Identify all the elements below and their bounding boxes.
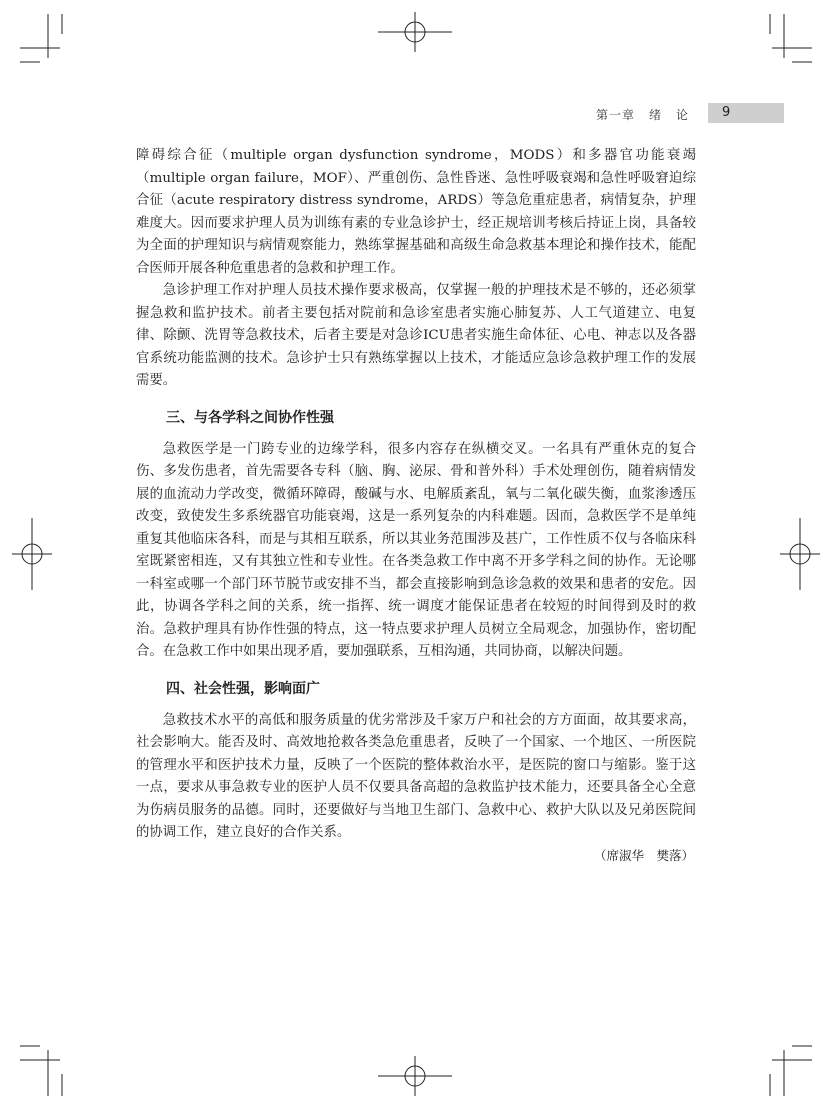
page-number: 9 [722, 105, 731, 120]
section-heading-4: 四、社会性强，影响面广 [166, 680, 320, 697]
section-heading-3: 三、与各学科之间协作性强 [166, 409, 334, 426]
author-credit: （席淑华 樊落） [593, 847, 694, 863]
chapter-label: 第一章 [596, 108, 636, 122]
paragraph-1: 障碍综合征（multiple organ dysfunction syndrome，MODS）和多器官功能衰竭（multiple organ failure，MOF）、严重创伤、急性昏迷、急性呼吸衰竭和急性呼吸窘迫综合征（acute respiratory distress syndrome，ARDS）等急危重症患者，病情复杂，护理难度大。因而要求护理人员为训练有素的专业急诊护士，经正规培训考核后持证上岗，具备较为全面的护理知识与病情观察能力，熟练掌握基础和高级生命急救基本理论和操作技术，能配合医师开展各种危重患者的急救和护理工作。 [136, 148, 696, 276]
chapter-title-part2: 论 [676, 108, 690, 122]
running-head [596, 106, 689, 123]
body-text [136, 145, 696, 867]
chapter-title-part1: 绪 [649, 108, 663, 122]
paragraph-4: 急救技术水平的高低和服务质量的优劣常涉及千家万户和社会的方方面面，故其要求高，社会影响大。能否及时、高效地抢救各类急危重患者，反映了一个国家、一个地区、一所医院的管理水平和医护技术力量，反映了一个医院的整体救治水平，是医院的窗口与缩影。鉴于这一点，要求从事急救专业的医护人员不仅要具备高超的急救监护技术能力，还要具备全心全意为伤病员服务的品德。同时，还要做好与当地卫生部门、急救中心、救护大队以及兄弟医院间的协调工作，建立良好的合作关系。 [136, 712, 696, 840]
page-number-box [708, 103, 784, 123]
paragraph-3: 急救医学是一门跨专业的边缘学科，很多内容存在纵横交叉。一名具有严重休克的复合伤、多发伤患者，首先需要各专科（脑、胸、泌尿、骨和普外科）手术处理创伤，随着病情发展的血流动力学改变，微循环障碍，酸碱与水、电解质紊乱，氧与二氧化碳失衡，血浆渗透压改变，致使发生多系统器官功能衰竭，这是一系列复杂的内科难题。因而，急救医学不是单纯重复其他临床各科，而是与其相互联系，所以其业务范围涉及甚广，工作性质不仅与各临床科室既紧密相连，又有其独立性和专业性。在各类急救工作中离不开多学科之间的协作。无论哪一科室或哪一个部门环节脱节或安排不当，都会直接影响到急诊急救的效果和患者的安危。因此，协调各学科之间的关系，统一指挥、统一调度才能保证患者在较短的时间得到及时的救治。急救护理具有协作性强的特点，这一特点要求护理人员树立全局观念，加强协作，密切配合。在急救工作中如果出现矛盾，要加强联系，互相沟通，共同协商，以解决问题。 [136, 441, 696, 659]
paragraph-2: 急诊护理工作对护理人员技术操作要求极高，仅掌握一般的护理技术是不够的，还必须掌握急救和监护技术。前者主要包括对院前和急诊室患者实施心肺复苏、人工气道建立、电复律、除颤、洗胃等急救技术，后者主要是对急诊ICU患者实施生命体征、心电、神志以及各器官系统功能监测的技术。急诊护士只有熟练掌握以上技术，才能适应急诊急救护理工作的发展需要。 [136, 283, 696, 388]
